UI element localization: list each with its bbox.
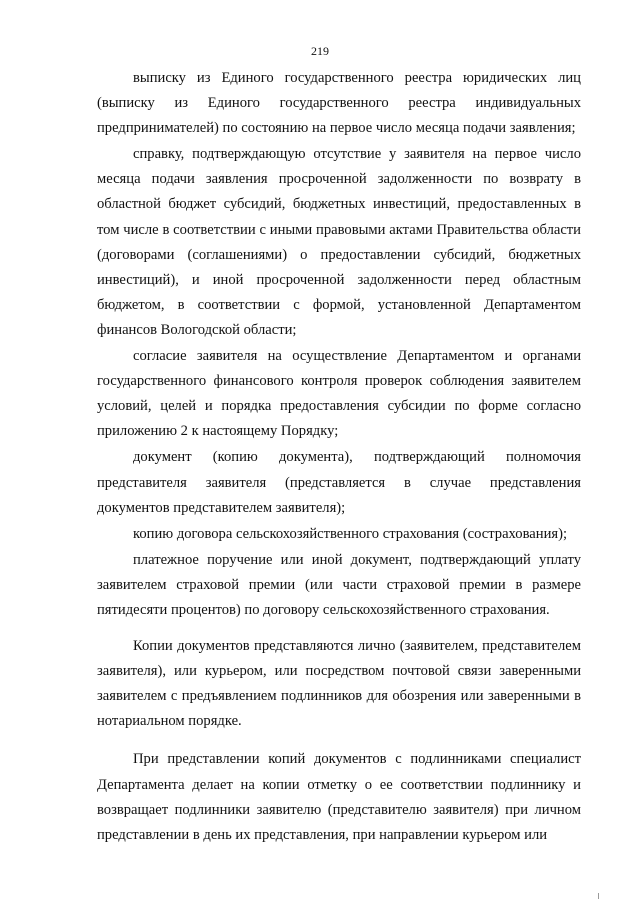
- paragraph-extract-register: выписку из Единого государственного реестра юридических лиц (выписку из Единого государственного реестра индивидуальных предпринимателей) по состоянию на первое число месяца подачи заявления;: [97, 70, 581, 137]
- paragraph-debt-certificate: справку, подтверждающую отсутствие у заявителя на первое число месяца подачи заявления просроченной задолженности по возврату в областной бюджет субсидий, бюджетных инвестиций, предоставленных в том числе в соответствии с иными правовыми актами Правительства области (договорами (соглашениями) о предоставлении субсидий, бюджетных инвестиций), и иной просроченной задолженности перед областным бюджетом, в соответствии с формой, установленной Департаментом финансов Вологодской области;: [97, 146, 581, 338]
- paragraph-copies-submission: Копии документов представляются лично (заявителем, представителем заявителя), или курьером, или посредством почтовой связи заверенными заявителем с предъявлением подлинников для обозрения или заверенными в нотариальном порядке.: [97, 638, 581, 730]
- paragraph-originals-return: При представлении копий документов с подлинниками специалист Департамента делает на копии отметку о ее соответствии подлиннику и возвращает подлинники заявителю (представителю заявителя) при личном представлении в день их представления, при направлении курьером или: [97, 751, 581, 843]
- paragraph-representative-document: документ (копию документа), подтверждающий полномочия представителя заявителя (представляется в случае представления документов представителем заявителя);: [97, 449, 581, 516]
- document-body: [97, 66, 581, 848]
- paragraph-consent: согласие заявителя на осуществление Департаментом и органами государственного финансового контроля проверок соблюдения заявителем условий, целей и порядка предоставления субсидии по форме согласно приложению 2 к настоящему Порядку;: [97, 348, 581, 440]
- page-number: 219: [311, 44, 329, 58]
- paragraph-insurance-contract: копию договора сельскохозяйственного страхования (сострахования);: [133, 525, 568, 542]
- paragraph-payment-order: платежное поручение или иной документ, подтверждающий уплату заявителем страховой премии (или части страховой премии в размере пятидесяти процентов) по договору сельскохозяйственного страхования.: [97, 551, 581, 618]
- scan-edge-mark: [598, 893, 599, 899]
